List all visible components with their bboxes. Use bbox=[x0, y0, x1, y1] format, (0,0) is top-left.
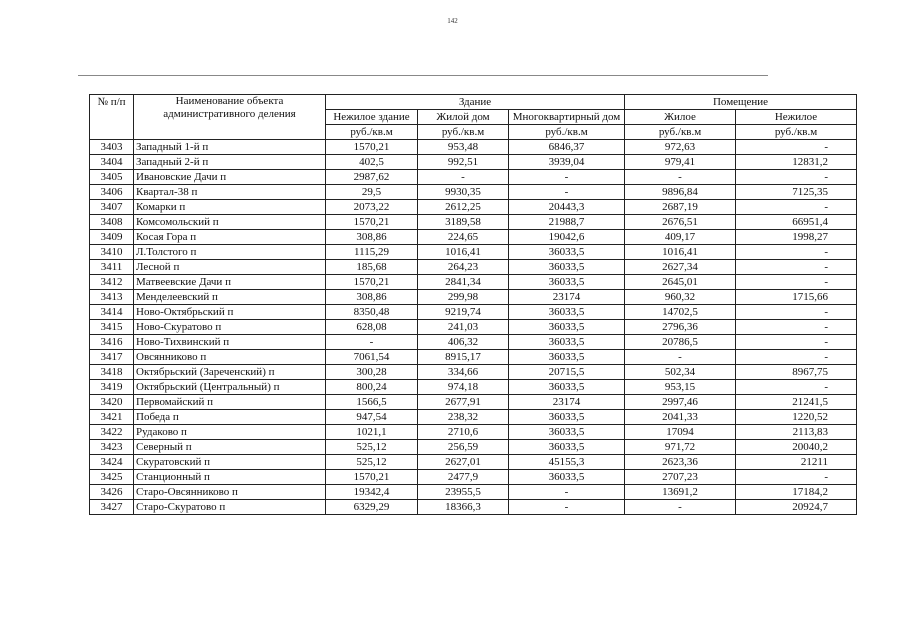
table-row bbox=[90, 215, 857, 230]
cell-premises-residential: 1016,41 bbox=[625, 245, 736, 260]
table-row bbox=[90, 140, 857, 155]
header-unit: руб./кв.м bbox=[736, 125, 857, 140]
cell-num: 3419 bbox=[90, 380, 134, 395]
cell-premises-residential: 2623,36 bbox=[625, 455, 736, 470]
cell-building-nonresidential: 1570,21 bbox=[326, 275, 418, 290]
cell-name: Скуратовский п bbox=[134, 455, 326, 470]
cell-premises-residential: 14702,5 bbox=[625, 305, 736, 320]
cell-building-apartment: 23174 bbox=[509, 290, 625, 305]
table-row bbox=[90, 155, 857, 170]
cell-building-house: 2710,6 bbox=[418, 425, 509, 440]
cell-building-apartment: 36033,5 bbox=[509, 410, 625, 425]
table-row bbox=[90, 485, 857, 500]
table-row bbox=[90, 275, 857, 290]
cell-building-house: 224,65 bbox=[418, 230, 509, 245]
cell-num: 3423 bbox=[90, 440, 134, 455]
cell-building-house: 2677,91 bbox=[418, 395, 509, 410]
cell-num: 3408 bbox=[90, 215, 134, 230]
cell-premises-nonresidential: 1998,27 bbox=[736, 230, 857, 245]
cell-name: Матвеевские Дачи п bbox=[134, 275, 326, 290]
cell-name: Ивановские Дачи п bbox=[134, 170, 326, 185]
cell-premises-residential: 2645,01 bbox=[625, 275, 736, 290]
table-row bbox=[90, 380, 857, 395]
cell-premises-residential: 960,32 bbox=[625, 290, 736, 305]
cell-premises-nonresidential: 12831,2 bbox=[736, 155, 857, 170]
cell-premises-nonresidential: 20924,7 bbox=[736, 500, 857, 515]
cell-premises-residential: 9896,84 bbox=[625, 185, 736, 200]
cell-building-house: 2612,25 bbox=[418, 200, 509, 215]
cell-building-nonresidential: 1566,5 bbox=[326, 395, 418, 410]
cell-num: 3422 bbox=[90, 425, 134, 440]
cell-num: 3417 bbox=[90, 350, 134, 365]
cell-building-nonresidential: 402,5 bbox=[326, 155, 418, 170]
cell-building-nonresidential: 19342,4 bbox=[326, 485, 418, 500]
cell-premises-nonresidential: - bbox=[736, 320, 857, 335]
table-row bbox=[90, 365, 857, 380]
table-row bbox=[90, 290, 857, 305]
cell-premises-residential: 2687,19 bbox=[625, 200, 736, 215]
cell-premises-residential: 971,72 bbox=[625, 440, 736, 455]
header-unit: руб./кв.м bbox=[625, 125, 736, 140]
cell-premises-nonresidential: - bbox=[736, 245, 857, 260]
cell-building-apartment: - bbox=[509, 185, 625, 200]
cell-building-apartment: 36033,5 bbox=[509, 320, 625, 335]
cell-premises-nonresidential: - bbox=[736, 350, 857, 365]
header-premises-group: Помещение bbox=[625, 95, 857, 110]
cell-name: Победа п bbox=[134, 410, 326, 425]
cell-name: Менделеевский п bbox=[134, 290, 326, 305]
cell-num: 3426 bbox=[90, 485, 134, 500]
cell-building-house: 256,59 bbox=[418, 440, 509, 455]
cell-building-apartment: 45155,3 bbox=[509, 455, 625, 470]
cell-name: Комарки п bbox=[134, 200, 326, 215]
cell-name: Западный 2-й п bbox=[134, 155, 326, 170]
cell-premises-residential: - bbox=[625, 170, 736, 185]
cell-building-apartment: 36033,5 bbox=[509, 335, 625, 350]
header-building-nonresidential: Нежилое здание bbox=[326, 110, 418, 125]
cell-premises-nonresidential: - bbox=[736, 200, 857, 215]
cell-building-house: 3189,58 bbox=[418, 215, 509, 230]
cell-premises-nonresidential: 7125,35 bbox=[736, 185, 857, 200]
cell-name: Л.Толстого п bbox=[134, 245, 326, 260]
cell-building-house: 18366,3 bbox=[418, 500, 509, 515]
cell-building-apartment: 36033,5 bbox=[509, 425, 625, 440]
cell-premises-nonresidential: 1715,66 bbox=[736, 290, 857, 305]
separator-line bbox=[78, 75, 768, 76]
cell-premises-nonresidential: - bbox=[736, 305, 857, 320]
cell-premises-nonresidential: - bbox=[736, 140, 857, 155]
cell-building-house: 2627,01 bbox=[418, 455, 509, 470]
cell-premises-nonresidential: 17184,2 bbox=[736, 485, 857, 500]
table-row bbox=[90, 230, 857, 245]
header-unit: руб./кв.м bbox=[509, 125, 625, 140]
cell-building-house: 299,98 bbox=[418, 290, 509, 305]
cell-building-apartment: 21988,7 bbox=[509, 215, 625, 230]
cell-building-apartment: 36033,5 bbox=[509, 350, 625, 365]
cell-name: Станционный п bbox=[134, 470, 326, 485]
cell-building-apartment: 36033,5 bbox=[509, 470, 625, 485]
cell-building-nonresidential: 1021,1 bbox=[326, 425, 418, 440]
table-row bbox=[90, 260, 857, 275]
header-building-house: Жилой дом bbox=[418, 110, 509, 125]
cell-premises-residential: 972,63 bbox=[625, 140, 736, 155]
cell-premises-nonresidential: 66951,4 bbox=[736, 215, 857, 230]
cell-num: 3412 bbox=[90, 275, 134, 290]
table-row bbox=[90, 320, 857, 335]
cell-building-house: 2477,9 bbox=[418, 470, 509, 485]
cell-name: Октябрьский (Центральный) п bbox=[134, 380, 326, 395]
cell-num: 3425 bbox=[90, 470, 134, 485]
cell-name: Лесной п bbox=[134, 260, 326, 275]
header-unit: руб./кв.м bbox=[418, 125, 509, 140]
table-header bbox=[90, 95, 857, 140]
cell-building-nonresidential: 308,86 bbox=[326, 290, 418, 305]
cell-building-house: 264,23 bbox=[418, 260, 509, 275]
cell-building-nonresidential: 2987,62 bbox=[326, 170, 418, 185]
table-row bbox=[90, 245, 857, 260]
cell-building-house: 953,48 bbox=[418, 140, 509, 155]
table-row bbox=[90, 200, 857, 215]
cell-name: Западный 1-й п bbox=[134, 140, 326, 155]
cell-name: Северный п bbox=[134, 440, 326, 455]
cell-building-nonresidential: 800,24 bbox=[326, 380, 418, 395]
cell-name: Овсянниково п bbox=[134, 350, 326, 365]
cell-building-nonresidential: 308,86 bbox=[326, 230, 418, 245]
cell-premises-residential: 2997,46 bbox=[625, 395, 736, 410]
cell-num: 3420 bbox=[90, 395, 134, 410]
cell-premises-nonresidential: 21211 bbox=[736, 455, 857, 470]
cell-num: 3407 bbox=[90, 200, 134, 215]
header-num: № п/п bbox=[90, 95, 134, 140]
cell-premises-residential: 13691,2 bbox=[625, 485, 736, 500]
cell-name: Октябрьский (Зареченский) п bbox=[134, 365, 326, 380]
cell-premises-nonresidential: - bbox=[736, 380, 857, 395]
cell-building-nonresidential: 300,28 bbox=[326, 365, 418, 380]
cell-num: 3418 bbox=[90, 365, 134, 380]
cell-building-nonresidential: 8350,48 bbox=[326, 305, 418, 320]
cell-building-nonresidential: 525,12 bbox=[326, 440, 418, 455]
cell-name: Квартал-38 п bbox=[134, 185, 326, 200]
table-row bbox=[90, 305, 857, 320]
cell-num: 3421 bbox=[90, 410, 134, 425]
cell-num: 3427 bbox=[90, 500, 134, 515]
cell-num: 3416 bbox=[90, 335, 134, 350]
cell-building-apartment: 6846,37 bbox=[509, 140, 625, 155]
cell-building-apartment: 20715,5 bbox=[509, 365, 625, 380]
cell-building-house: 9930,35 bbox=[418, 185, 509, 200]
cell-building-nonresidential: 947,54 bbox=[326, 410, 418, 425]
cell-premises-nonresidential: - bbox=[736, 335, 857, 350]
cell-building-house: 974,18 bbox=[418, 380, 509, 395]
cell-building-apartment: - bbox=[509, 500, 625, 515]
cell-building-apartment: 36033,5 bbox=[509, 245, 625, 260]
cell-building-apartment: - bbox=[509, 170, 625, 185]
cell-building-nonresidential: 1570,21 bbox=[326, 140, 418, 155]
cell-building-nonresidential: 29,5 bbox=[326, 185, 418, 200]
cell-building-apartment: 23174 bbox=[509, 395, 625, 410]
cell-building-house: 241,03 bbox=[418, 320, 509, 335]
cell-building-house: 8915,17 bbox=[418, 350, 509, 365]
cell-premises-residential: 17094 bbox=[625, 425, 736, 440]
cell-building-nonresidential: 1570,21 bbox=[326, 470, 418, 485]
cell-building-apartment: 19042,6 bbox=[509, 230, 625, 245]
table-row bbox=[90, 395, 857, 410]
cell-building-nonresidential: 185,68 bbox=[326, 260, 418, 275]
cell-num: 3415 bbox=[90, 320, 134, 335]
cell-building-house: 992,51 bbox=[418, 155, 509, 170]
cell-premises-residential: 2676,51 bbox=[625, 215, 736, 230]
cell-building-nonresidential: 1570,21 bbox=[326, 215, 418, 230]
cell-name: Ново-Тихвинский п bbox=[134, 335, 326, 350]
cell-building-nonresidential: 628,08 bbox=[326, 320, 418, 335]
cell-premises-nonresidential: - bbox=[736, 470, 857, 485]
table-row bbox=[90, 410, 857, 425]
cell-premises-nonresidential: 21241,5 bbox=[736, 395, 857, 410]
cell-building-apartment: 20443,3 bbox=[509, 200, 625, 215]
cell-num: 3404 bbox=[90, 155, 134, 170]
cell-name: Старо-Овсянниково п bbox=[134, 485, 326, 500]
cell-name: Косая Гора п bbox=[134, 230, 326, 245]
cell-building-apartment: 36033,5 bbox=[509, 260, 625, 275]
cell-premises-residential: 953,15 bbox=[625, 380, 736, 395]
cell-name: Рудаково п bbox=[134, 425, 326, 440]
cell-name: Первомайский п bbox=[134, 395, 326, 410]
cell-num: 3406 bbox=[90, 185, 134, 200]
cell-premises-residential: - bbox=[625, 350, 736, 365]
cell-name: Старо-Скуратово п bbox=[134, 500, 326, 515]
header-premises-residential: Жилое bbox=[625, 110, 736, 125]
header-unit: руб./кв.м bbox=[326, 125, 418, 140]
table-row bbox=[90, 350, 857, 365]
cell-building-house: 2841,34 bbox=[418, 275, 509, 290]
cell-num: 3413 bbox=[90, 290, 134, 305]
cell-building-nonresidential: 1115,29 bbox=[326, 245, 418, 260]
cell-building-house: 23955,5 bbox=[418, 485, 509, 500]
cell-building-apartment: 36033,5 bbox=[509, 380, 625, 395]
cell-premises-residential: 409,17 bbox=[625, 230, 736, 245]
table-row bbox=[90, 440, 857, 455]
table-row bbox=[90, 425, 857, 440]
cell-premises-residential: 2707,23 bbox=[625, 470, 736, 485]
table-row bbox=[90, 185, 857, 200]
cell-building-house: 1016,41 bbox=[418, 245, 509, 260]
cell-num: 3403 bbox=[90, 140, 134, 155]
cell-premises-nonresidential: 2113,83 bbox=[736, 425, 857, 440]
cell-name: Ново-Скуратово п bbox=[134, 320, 326, 335]
cell-premises-residential: 2041,33 bbox=[625, 410, 736, 425]
cell-building-house: 334,66 bbox=[418, 365, 509, 380]
cell-building-nonresidential: 2073,22 bbox=[326, 200, 418, 215]
cell-premises-residential: 979,41 bbox=[625, 155, 736, 170]
cell-premises-nonresidential: 1220,52 bbox=[736, 410, 857, 425]
cell-premises-nonresidential: 20040,2 bbox=[736, 440, 857, 455]
cell-premises-nonresidential: - bbox=[736, 275, 857, 290]
cell-premises-residential: 2796,36 bbox=[625, 320, 736, 335]
cell-building-nonresidential: 6329,29 bbox=[326, 500, 418, 515]
cell-premises-nonresidential: 8967,75 bbox=[736, 365, 857, 380]
table-row bbox=[90, 455, 857, 470]
cell-num: 3405 bbox=[90, 170, 134, 185]
cell-name: Ново-Октябрьский п bbox=[134, 305, 326, 320]
header-building-group: Здание bbox=[326, 95, 625, 110]
tariff-table bbox=[89, 94, 857, 515]
header-premises-nonresidential: Нежилое bbox=[736, 110, 857, 125]
cell-building-nonresidential: - bbox=[326, 335, 418, 350]
cell-premises-residential: - bbox=[625, 500, 736, 515]
header-building-apartment: Многоквартирный дом bbox=[509, 110, 625, 125]
cell-num: 3424 bbox=[90, 455, 134, 470]
cell-premises-residential: 2627,34 bbox=[625, 260, 736, 275]
cell-building-apartment: 3939,04 bbox=[509, 155, 625, 170]
header-name: Наименование объекта административного деления bbox=[134, 95, 326, 140]
table-row bbox=[90, 335, 857, 350]
cell-building-house: 9219,74 bbox=[418, 305, 509, 320]
cell-building-nonresidential: 525,12 bbox=[326, 455, 418, 470]
cell-premises-nonresidential: - bbox=[736, 170, 857, 185]
cell-num: 3414 bbox=[90, 305, 134, 320]
table-row bbox=[90, 500, 857, 515]
cell-name: Комсомольский п bbox=[134, 215, 326, 230]
cell-premises-nonresidential: - bbox=[736, 260, 857, 275]
cell-building-apartment: 36033,5 bbox=[509, 440, 625, 455]
cell-num: 3409 bbox=[90, 230, 134, 245]
cell-building-apartment: 36033,5 bbox=[509, 305, 625, 320]
cell-num: 3410 bbox=[90, 245, 134, 260]
cell-building-apartment: - bbox=[509, 485, 625, 500]
table-row bbox=[90, 170, 857, 185]
cell-building-house: 238,32 bbox=[418, 410, 509, 425]
cell-building-house: - bbox=[418, 170, 509, 185]
cell-premises-residential: 20786,5 bbox=[625, 335, 736, 350]
cell-num: 3411 bbox=[90, 260, 134, 275]
cell-premises-residential: 502,34 bbox=[625, 365, 736, 380]
table-row bbox=[90, 470, 857, 485]
table-body bbox=[90, 140, 857, 515]
cell-building-house: 406,32 bbox=[418, 335, 509, 350]
cell-building-nonresidential: 7061,54 bbox=[326, 350, 418, 365]
page-number: 142 bbox=[447, 17, 458, 25]
cell-building-apartment: 36033,5 bbox=[509, 275, 625, 290]
